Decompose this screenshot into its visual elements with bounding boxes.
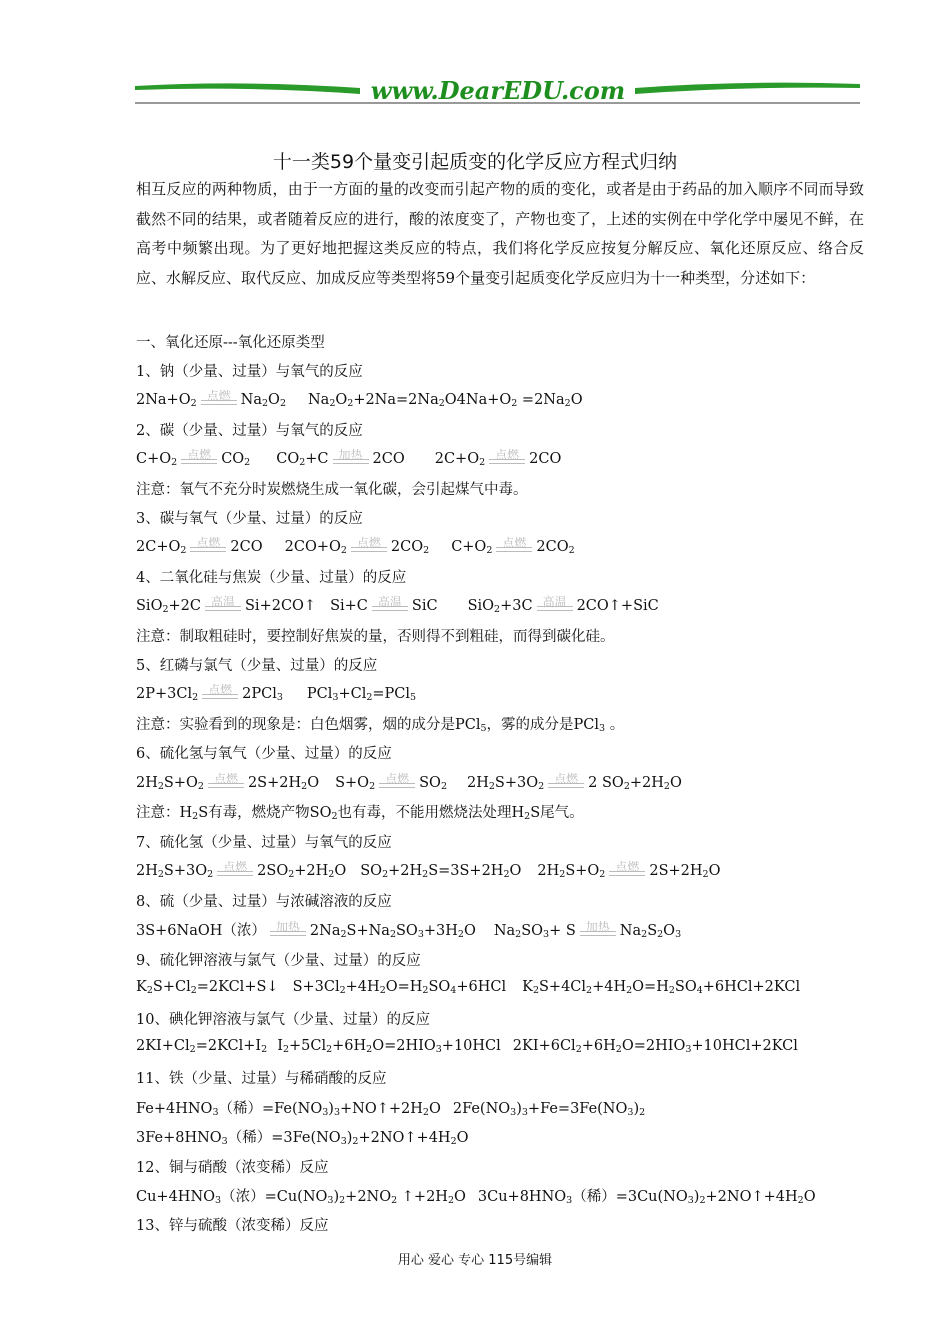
text-line — [136, 389, 583, 408]
text-line — [136, 949, 421, 970]
text-line — [136, 536, 575, 555]
equation-segment: 2CO — [230, 539, 263, 555]
equation-segment: $Na_2S_2O_3$ — [619, 923, 682, 940]
equation-segment: 2PCl$_3$ — [242, 686, 283, 703]
equation-segment: 3、碳与氧气（少量、过量）的反应 — [136, 511, 363, 527]
equation-segment: 13、锌与硫酸（浓变稀）反应 — [136, 1218, 329, 1234]
site-name: www.DearEDU.com — [370, 76, 626, 105]
equation-segment: 9、硫化钾溶液与氯气（少量、过量）的反应 — [136, 953, 421, 969]
text-line — [136, 742, 392, 763]
text-line — [136, 448, 561, 467]
equation-segment: $2Na_2S+Na_2SO_3+3H_2O$ — [309, 923, 476, 940]
equation-segment: $3Cu+8HNO_3$（稀）$=3Cu(NO_3)_2+2NO↑+4H_2O$ — [477, 1189, 816, 1206]
equation-segment: $2KI+Cl_2=2KCl+I_2$ — [136, 1038, 268, 1055]
equation-segment: Si+C — [330, 598, 368, 614]
equation-segment: 11、铁（少量、过量）与稀硝酸的反应 — [136, 1071, 387, 1087]
equation-segment: 2CO↑+SiC — [576, 598, 659, 614]
equation-segment: 2CO — [529, 451, 562, 467]
text-line — [136, 1214, 328, 1235]
reaction-condition: 点燃 — [190, 536, 226, 553]
text-line — [136, 419, 363, 440]
reaction-condition: 点燃 — [609, 860, 645, 877]
reaction-condition: 点燃 — [181, 448, 217, 465]
text-line — [136, 890, 392, 911]
equation-segment: $CO_2$ — [221, 451, 251, 468]
equation-segment: $2S+2H_2O$ — [247, 775, 320, 792]
text-line — [136, 331, 325, 352]
equation-segment: $CO_2+C$ — [276, 451, 329, 468]
equation-segment: $Na_2SO_3+ S$ — [493, 923, 576, 940]
reaction-condition: 点燃 — [548, 772, 584, 789]
equation-segment: SiC — [411, 598, 438, 614]
equation-segment: $S+3Cl_2+4H_2O=H_2SO_4+6HCl$ — [292, 979, 507, 996]
equation-segment: 5、红磷与氯气（少量、过量）的反应 — [136, 658, 378, 674]
equation-segment: 注意：$H_2S$有毒，燃烧产物$SO_2$也有毒，不能用燃烧法处理$H_2S$尾气。 — [136, 805, 584, 822]
equation-segment: 一、氧化还原---氧化还原类型 — [136, 335, 325, 351]
page-footer: 用心 爱心 专心 115号编辑 — [397, 1253, 553, 1268]
reaction-condition: 点燃 — [489, 448, 525, 465]
reaction-condition: 加热 — [333, 448, 369, 465]
equation-segment: 4、二氧化硅与焦炭（少量、过量）的反应 — [136, 570, 407, 586]
text-line — [136, 801, 584, 822]
text-line — [136, 625, 615, 646]
equation-segment: $SO_2$ — [419, 775, 447, 792]
text-line — [136, 478, 528, 499]
equation-segment: $2CO_2$ — [536, 539, 575, 556]
equation-segment: 12、铜与硝酸（浓变稀）反应 — [136, 1160, 329, 1176]
text-line — [136, 919, 681, 940]
equation-segment: 2 $SO_2+2H_2O$ — [588, 775, 682, 792]
equation-segment: $Na_2O_2+2Na=2Na_2O4Na+O_2 =2Na_2O$ — [307, 392, 583, 409]
equation-segment: $2H_2S+3O_2$ — [136, 863, 214, 880]
equation-segment: $2H_2S+3O_2$ — [466, 775, 545, 792]
document-title: 十一类59个量变引起质变的化学反应方程式归纳 — [272, 151, 678, 173]
equation-segment: $I_2+5Cl_2+6H_2O=2HIO_3+10HCl$ — [277, 1038, 501, 1055]
text-line — [136, 595, 659, 614]
equation-segment: $2S+2H_2O$ — [649, 863, 721, 880]
equation-segment: $2Na+O_2$ — [136, 392, 197, 409]
text-line — [136, 1097, 645, 1118]
equation-segment: 10、碘化钾溶液与氯气（少量、过量）的反应 — [136, 1012, 430, 1028]
reaction-condition: 点燃 — [496, 536, 532, 553]
text-line — [136, 1038, 798, 1054]
equation-segment: 8、硫（少量、过量）与浓碱溶液的反应 — [136, 894, 392, 910]
site-header-logo — [135, 74, 860, 108]
equation-segment: $2C+O_2$ — [434, 451, 486, 468]
equation-segment: $C+O_2$ — [136, 451, 178, 468]
equation-segment: $2C+O_2$ — [136, 539, 187, 556]
equation-segment: $SO_2+2H_2S=3S+2H_2O$ — [360, 863, 522, 880]
equation-segment: $2P+3Cl_2$ — [136, 686, 199, 703]
text-line — [136, 979, 800, 995]
reaction-condition: 高温 — [205, 595, 241, 612]
equation-segment: $2CO+O_2$ — [284, 539, 347, 556]
reaction-condition: 加热 — [270, 920, 306, 937]
text-line — [136, 1156, 328, 1177]
equation-segment: 注意：制取粗硅时，要控制好焦炭的量，否则得不到粗硅，而得到碳化硅。 — [136, 629, 615, 645]
equation-segment: $2CO_2$ — [390, 539, 430, 556]
equation-segment: $Na_2O_2$ — [240, 392, 286, 409]
equation-segment: 2CO — [372, 451, 405, 467]
equation-segment: $K_2S+4Cl_2+4H_2O=H_2SO_4+6HCl+2KCl$ — [522, 979, 801, 996]
equation-segment: 3S+6NaOH（浓） — [136, 923, 266, 939]
reaction-condition: 点燃 — [201, 389, 237, 406]
text-line — [136, 1067, 386, 1088]
equation-segment: 7、硫化氢（少量、过量）与氧气的反应 — [136, 835, 392, 851]
text-line — [136, 654, 377, 675]
equation-segment: $2Fe(NO_3)_3+Fe=3Fe(NO_3)_2$ — [452, 1101, 646, 1118]
text-line — [136, 683, 416, 702]
text-line — [136, 860, 720, 879]
text-line — [136, 1185, 816, 1206]
reaction-condition: 点燃 — [379, 772, 415, 789]
text-line — [136, 566, 406, 587]
equation-segment: 2、碳（少量、过量）与氧气的反应 — [136, 423, 363, 439]
text-line — [136, 1126, 469, 1147]
equation-segment: 1、钠（少量、过量）与氧气的反应 — [136, 364, 363, 380]
equation-segment: $2SO_2+2H_2O$ — [257, 863, 347, 880]
equation-segment: $3Fe+8HNO_3$（稀）$=3Fe(NO_3)_2+2NO↑+4H_2O$ — [136, 1130, 469, 1147]
reaction-condition: 点燃 — [351, 536, 387, 553]
equation-segment: 注意：实验看到的现象是：白色烟雾，烟的成分是PCl$_5$，雾的成分是PCl$_3$ 。 — [136, 717, 625, 734]
text-line — [136, 831, 392, 852]
text-line — [136, 713, 624, 734]
equation-segment: $2KI+6Cl_2+6H_2O=2HIO_3+10HCl+2KCl$ — [512, 1038, 798, 1055]
equation-segment: 6、硫化氢与氧气（少量、过量）的反应 — [136, 746, 392, 762]
equation-segment: $PCl_3+Cl_2=PCl_5$ — [306, 686, 417, 703]
equation-segment: SiO$_2$+2C — [136, 598, 201, 615]
equation-segment: $Fe+4HNO_3$（稀）$=Fe(NO_3)_3+NO↑+2H_2O$ — [136, 1101, 441, 1118]
equation-segment: $2H_2S+O_2$ — [537, 863, 606, 880]
equation-segment: $Cu+4HNO_3$（浓）$=Cu(NO_3)_2+2NO_2$ $↑+2H_2O$ — [136, 1189, 466, 1206]
intro-paragraph: 相互反应的两种物质，由于一方面的量的改变而引起产物的质的变化，或者是由于药品的加入顺序不同而导致截然不同的结果，或者随着反应的进行，酸的浓度变了，产物也变了，上述的实例在中学化学中屡见不鲜，在高考中频繁出现。为了更好地把握这类反应的特点，我们将化学反应按复分解反应、氧化还原反应、络合反应、水解反应、取代反应、加成反应等类型将59个量变引起质变化学反应归为十一种类型，分述如下： — [136, 180, 864, 287]
reaction-condition: 点燃 — [202, 683, 238, 700]
text-line — [136, 772, 682, 791]
equation-segment: $2H_2S+O_2$ — [136, 775, 204, 792]
reaction-condition: 高温 — [372, 595, 408, 612]
equation-segment: Si+2CO↑ — [245, 598, 317, 614]
equation-segment: 注意：氧气不充分时炭燃烧生成一氧化碳，会引起煤气中毒。 — [136, 482, 528, 498]
equation-segment: $C+O_2$ — [451, 539, 493, 556]
equation-segment: SiO$_2$+3C — [467, 598, 533, 615]
header-banner — [135, 74, 860, 108]
text-line — [136, 507, 363, 528]
reaction-condition: 加热 — [580, 920, 616, 937]
reaction-condition: 点燃 — [208, 772, 244, 789]
text-line — [136, 1008, 430, 1029]
equation-segment: $S+O_2$ — [335, 775, 376, 792]
equation-segment: $K_2S+Cl_2=2KCl+S↓$ — [136, 979, 279, 996]
reaction-condition: 高温 — [537, 595, 573, 612]
text-line — [136, 360, 363, 381]
reaction-condition: 点燃 — [217, 860, 253, 877]
